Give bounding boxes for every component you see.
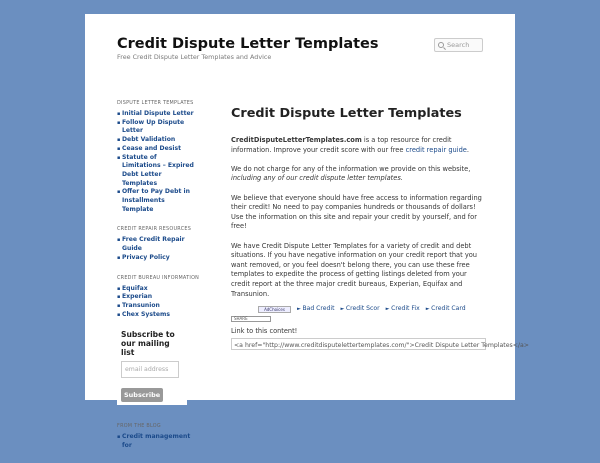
widget-title-blog: FROM THE BLOG: [117, 423, 161, 430]
search-input[interactable]: [434, 38, 483, 52]
intro-paragraph: [231, 136, 487, 155]
sidebar-link-initial-dispute[interactable]: ▪ Initial Dispute Letter: [117, 110, 197, 119]
email-field[interactable]: email address: [121, 361, 179, 378]
subscribe-button[interactable]: Subscribe: [121, 388, 163, 402]
ad-links-row: [231, 304, 487, 314]
templates-paragraph: We have Credit Dispute Letter Templates for a variety of credit and debt situations. If you have negative information on your credit report that you want removed, or you feel doesn't belong there, you can use these free templates to expedite the process of getting listings deleted from your credit report at the three major credit bureaus, Experian, Equifax and Transunion.: [231, 241, 478, 298]
free-text: We do not charge for any of the information we provide on this website,: [231, 164, 471, 173]
blog-link[interactable]: ▪ Credit management for: [117, 433, 197, 450]
widget-title-letters: DISPUTE LETTER TEMPLATES: [117, 100, 194, 106]
sidebar: [117, 100, 200, 463]
ad-link-credit-fix[interactable]: ► Credit Fix: [386, 304, 420, 315]
adchoices-badge[interactable]: AdChoices: [258, 306, 291, 313]
subscribe-widget: [117, 325, 187, 405]
search-icon: [438, 42, 444, 48]
page-title: Credit Dispute Letter Templates: [231, 106, 462, 121]
page-container: [85, 14, 529, 450]
bureaus-list: [117, 285, 197, 320]
blog-list: [117, 433, 197, 450]
sidebar-link-transunion[interactable]: ▪ Transunion: [117, 302, 197, 311]
site-name-strong: CreditDisputeLetterTemplates.com: [231, 136, 362, 144]
main-content: [231, 106, 529, 350]
sidebar-link-chex[interactable]: ▪ Chex Systems: [117, 311, 197, 320]
site-description: Free Credit Dispute Letter Templates and Advice: [117, 53, 272, 61]
free-paragraph: [231, 165, 487, 184]
search-placeholder: Search: [447, 41, 470, 49]
sidebar-link-offer-to-pay[interactable]: ▪ Offer to Pay Debt in Installments Template: [117, 188, 197, 214]
sidebar-link-privacy[interactable]: ▪ Privacy Policy: [117, 254, 197, 263]
ad-link-credit-card[interactable]: ► Credit Card: [426, 304, 466, 315]
sidebar-link-repair-guide[interactable]: ▪ Free Credit Repair Guide: [117, 236, 197, 253]
site-title[interactable]: Credit Dispute Letter Templates: [117, 36, 379, 52]
ad-link-bad-credit[interactable]: ► Bad Credit: [297, 304, 334, 315]
letters-list: [117, 110, 197, 214]
sidebar-link-experian[interactable]: ▪ Experian: [117, 293, 197, 302]
free-emphasis: including any of our credit dispute letter templates.: [231, 174, 403, 183]
link-to-label: Link to this content!: [231, 326, 298, 335]
intro-end: .: [466, 145, 470, 154]
sidebar-link-follow-up[interactable]: ▪ Follow Up Dispute Letter: [117, 119, 197, 136]
intro-text: is a top resource for credit information. Improve your credit score with our free: [231, 136, 452, 154]
sidebar-link-statute-limitations[interactable]: ▪ Statute of Limitations – Expired Debt Letter Templates: [117, 154, 197, 189]
credit-repair-guide-link[interactable]: credit repair guide: [405, 145, 467, 154]
resources-list: [117, 236, 197, 262]
share-button[interactable]: SHARE: [231, 316, 271, 322]
sidebar-link-cease-desist[interactable]: ▪ Cease and Desist: [117, 145, 197, 154]
widget-title-resources: CREDIT REPAIR RESOURCES: [117, 226, 192, 233]
belief-paragraph: We believe that everyone should have free access to information regarding their credit! No need to pay companies hundreds or thousands of dollars! Use the information on this site and repair your credit by yourself, and for free!: [231, 193, 482, 231]
ad-link-credit-score[interactable]: ► Credit Scor: [340, 304, 379, 315]
sidebar-link-debt-validation[interactable]: ▪ Debt Validation: [117, 136, 197, 145]
widget-title-bureaus: CREDIT BUREAU INFORMATION: [117, 274, 200, 281]
sidebar-link-equifax[interactable]: ▪ Equifax: [117, 285, 197, 294]
link-code-field[interactable]: <a href="http://www.creditdisputelettertemplates.com/">Credit Dispute Letter Templates</a>: [231, 338, 486, 350]
subscribe-title: Subscribe to our mailing list: [121, 330, 175, 358]
